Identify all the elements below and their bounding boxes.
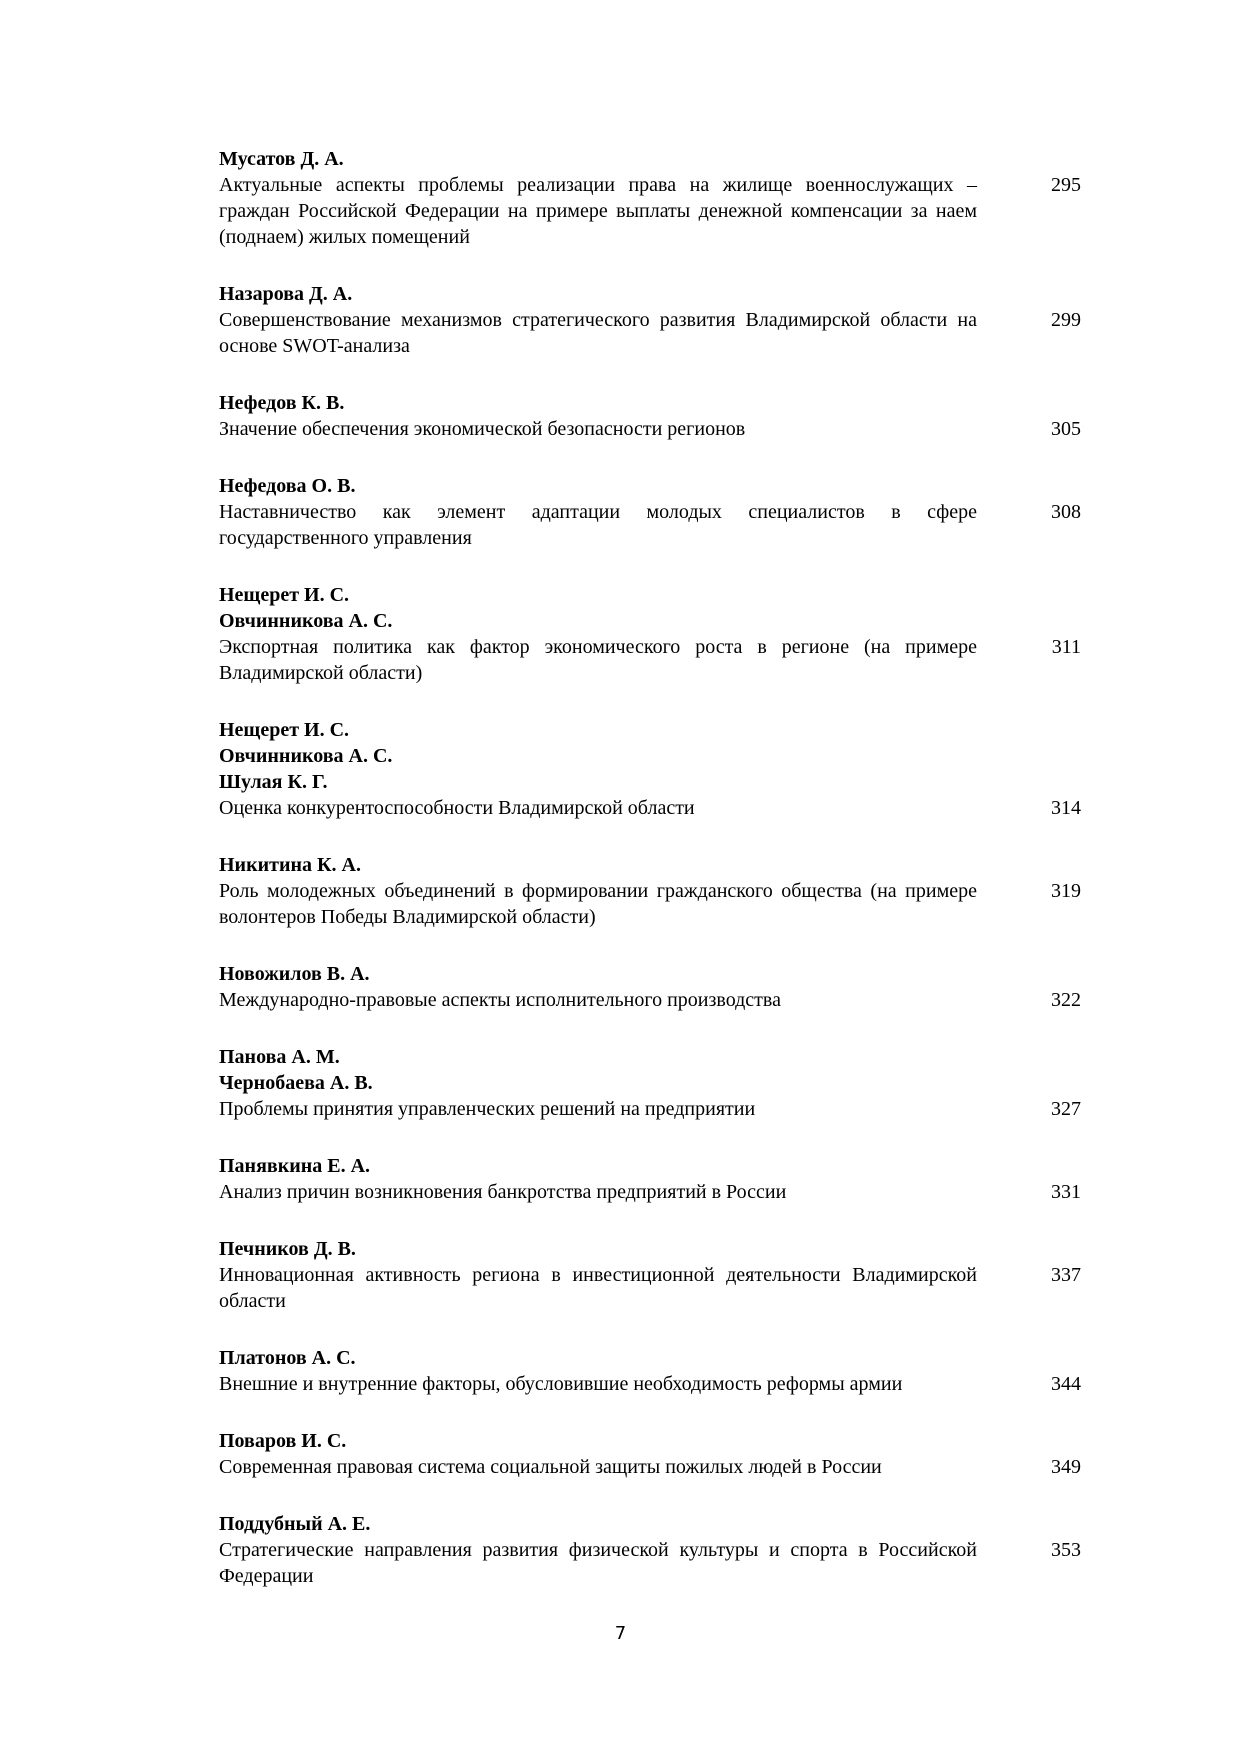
entry-title: Роль молодежных объединений в формировании гражданского общества (на примере волонтеров Победы Владимирской области) (219, 880, 977, 928)
entry-author: Нещерет И. С. (219, 584, 350, 606)
toc-entry (219, 390, 1089, 442)
table-of-contents (219, 146, 1089, 1620)
entry-author: Нефедова О. В. (219, 475, 356, 497)
entry-title: Значение обеспечения экономической безопасности регионов (219, 418, 746, 440)
entry-title: Оценка конкурентоспособности Владимирской области (219, 797, 695, 819)
toc-entry (219, 473, 1089, 551)
toc-entry (219, 146, 1089, 250)
entry-author: Овчинникова А. С. (219, 610, 393, 632)
entry-page-number: 331 (1051, 1181, 1081, 1203)
toc-entry (219, 582, 1089, 686)
entry-page-number: 305 (1051, 418, 1081, 440)
entry-author: Печников Д. В. (219, 1238, 356, 1260)
toc-entry (219, 281, 1089, 359)
entry-author: Никитина К. А. (219, 854, 361, 876)
entry-page-number: 299 (1051, 309, 1081, 331)
entry-page-number: 337 (1051, 1264, 1081, 1286)
entry-author: Поддубный А. Е. (219, 1513, 371, 1535)
entry-author: Мусатов Д. А. (219, 148, 344, 170)
entry-author: Панова А. М. (219, 1046, 340, 1068)
entry-page-number: 353 (1051, 1539, 1081, 1561)
toc-entry (219, 1428, 1089, 1480)
entry-title: Анализ причин возникновения банкротства предприятий в России (219, 1181, 787, 1203)
entry-author: Платонов А. С. (219, 1347, 356, 1369)
entry-page-number: 344 (1051, 1373, 1081, 1395)
entry-page-number: 349 (1051, 1456, 1081, 1478)
entry-author: Панявкина Е. А. (219, 1155, 371, 1177)
entry-title: Внешние и внутренние факторы, обусловившие необходимость реформы армии (219, 1373, 903, 1395)
entry-page-number: 319 (1051, 880, 1081, 902)
entry-title: Наставничество как элемент адаптации молодых специалистов в сфере государственного управления (219, 501, 977, 549)
entry-page-number: 322 (1051, 989, 1081, 1011)
entry-author: Поваров И. С. (219, 1430, 347, 1452)
entry-title: Экспортная политика как фактор экономического роста в регионе (на примере Владимирской области) (219, 636, 977, 684)
entry-title: Актуальные аспекты проблемы реализации права на жилище военнослужащих – граждан Российской Федерации на примере выплаты денежной компенсации за наем (поднаем) жилых помещений (219, 174, 977, 248)
entry-title: Международно-правовые аспекты исполнительного производства (219, 989, 781, 1011)
entry-page-number: 308 (1051, 501, 1081, 523)
entry-page-number: 311 (1051, 636, 1081, 658)
entry-page-number: 314 (1051, 797, 1081, 819)
entry-author: Овчинникова А. С. (219, 745, 393, 767)
entry-author: Нефедов К. В. (219, 392, 345, 414)
entry-page-number: 295 (1051, 174, 1081, 196)
entry-author: Нещерет И. С. (219, 719, 350, 741)
toc-entry (219, 717, 1089, 821)
toc-entry (219, 1345, 1089, 1397)
entry-title: Совершенствование механизмов стратегического развития Владимирской области на основе SWOT-анализа (219, 309, 977, 357)
entry-author: Новожилов В. А. (219, 963, 370, 985)
entry-author: Назарова Д. А. (219, 283, 353, 305)
entry-page-number: 327 (1051, 1098, 1081, 1120)
entry-title: Проблемы принятия управленческих решений на предприятии (219, 1098, 756, 1120)
entry-title: Стратегические направления развития физической культуры и спорта в Российской Федерации (219, 1539, 977, 1587)
toc-entry (219, 1236, 1089, 1314)
toc-entry (219, 852, 1089, 930)
entry-author: Шулая К. Г. (219, 771, 328, 793)
toc-entry (219, 961, 1089, 1013)
entry-title: Современная правовая система социальной защиты пожилых людей в России (219, 1456, 882, 1478)
entry-author: Чернобаева А. В. (219, 1072, 373, 1094)
toc-entry (219, 1044, 1089, 1122)
page-number: 7 (614, 1623, 627, 1644)
toc-entry (219, 1511, 1089, 1589)
toc-entry (219, 1153, 1089, 1205)
entry-title: Инновационная активность региона в инвестиционной деятельности Владимирской области (219, 1264, 977, 1312)
